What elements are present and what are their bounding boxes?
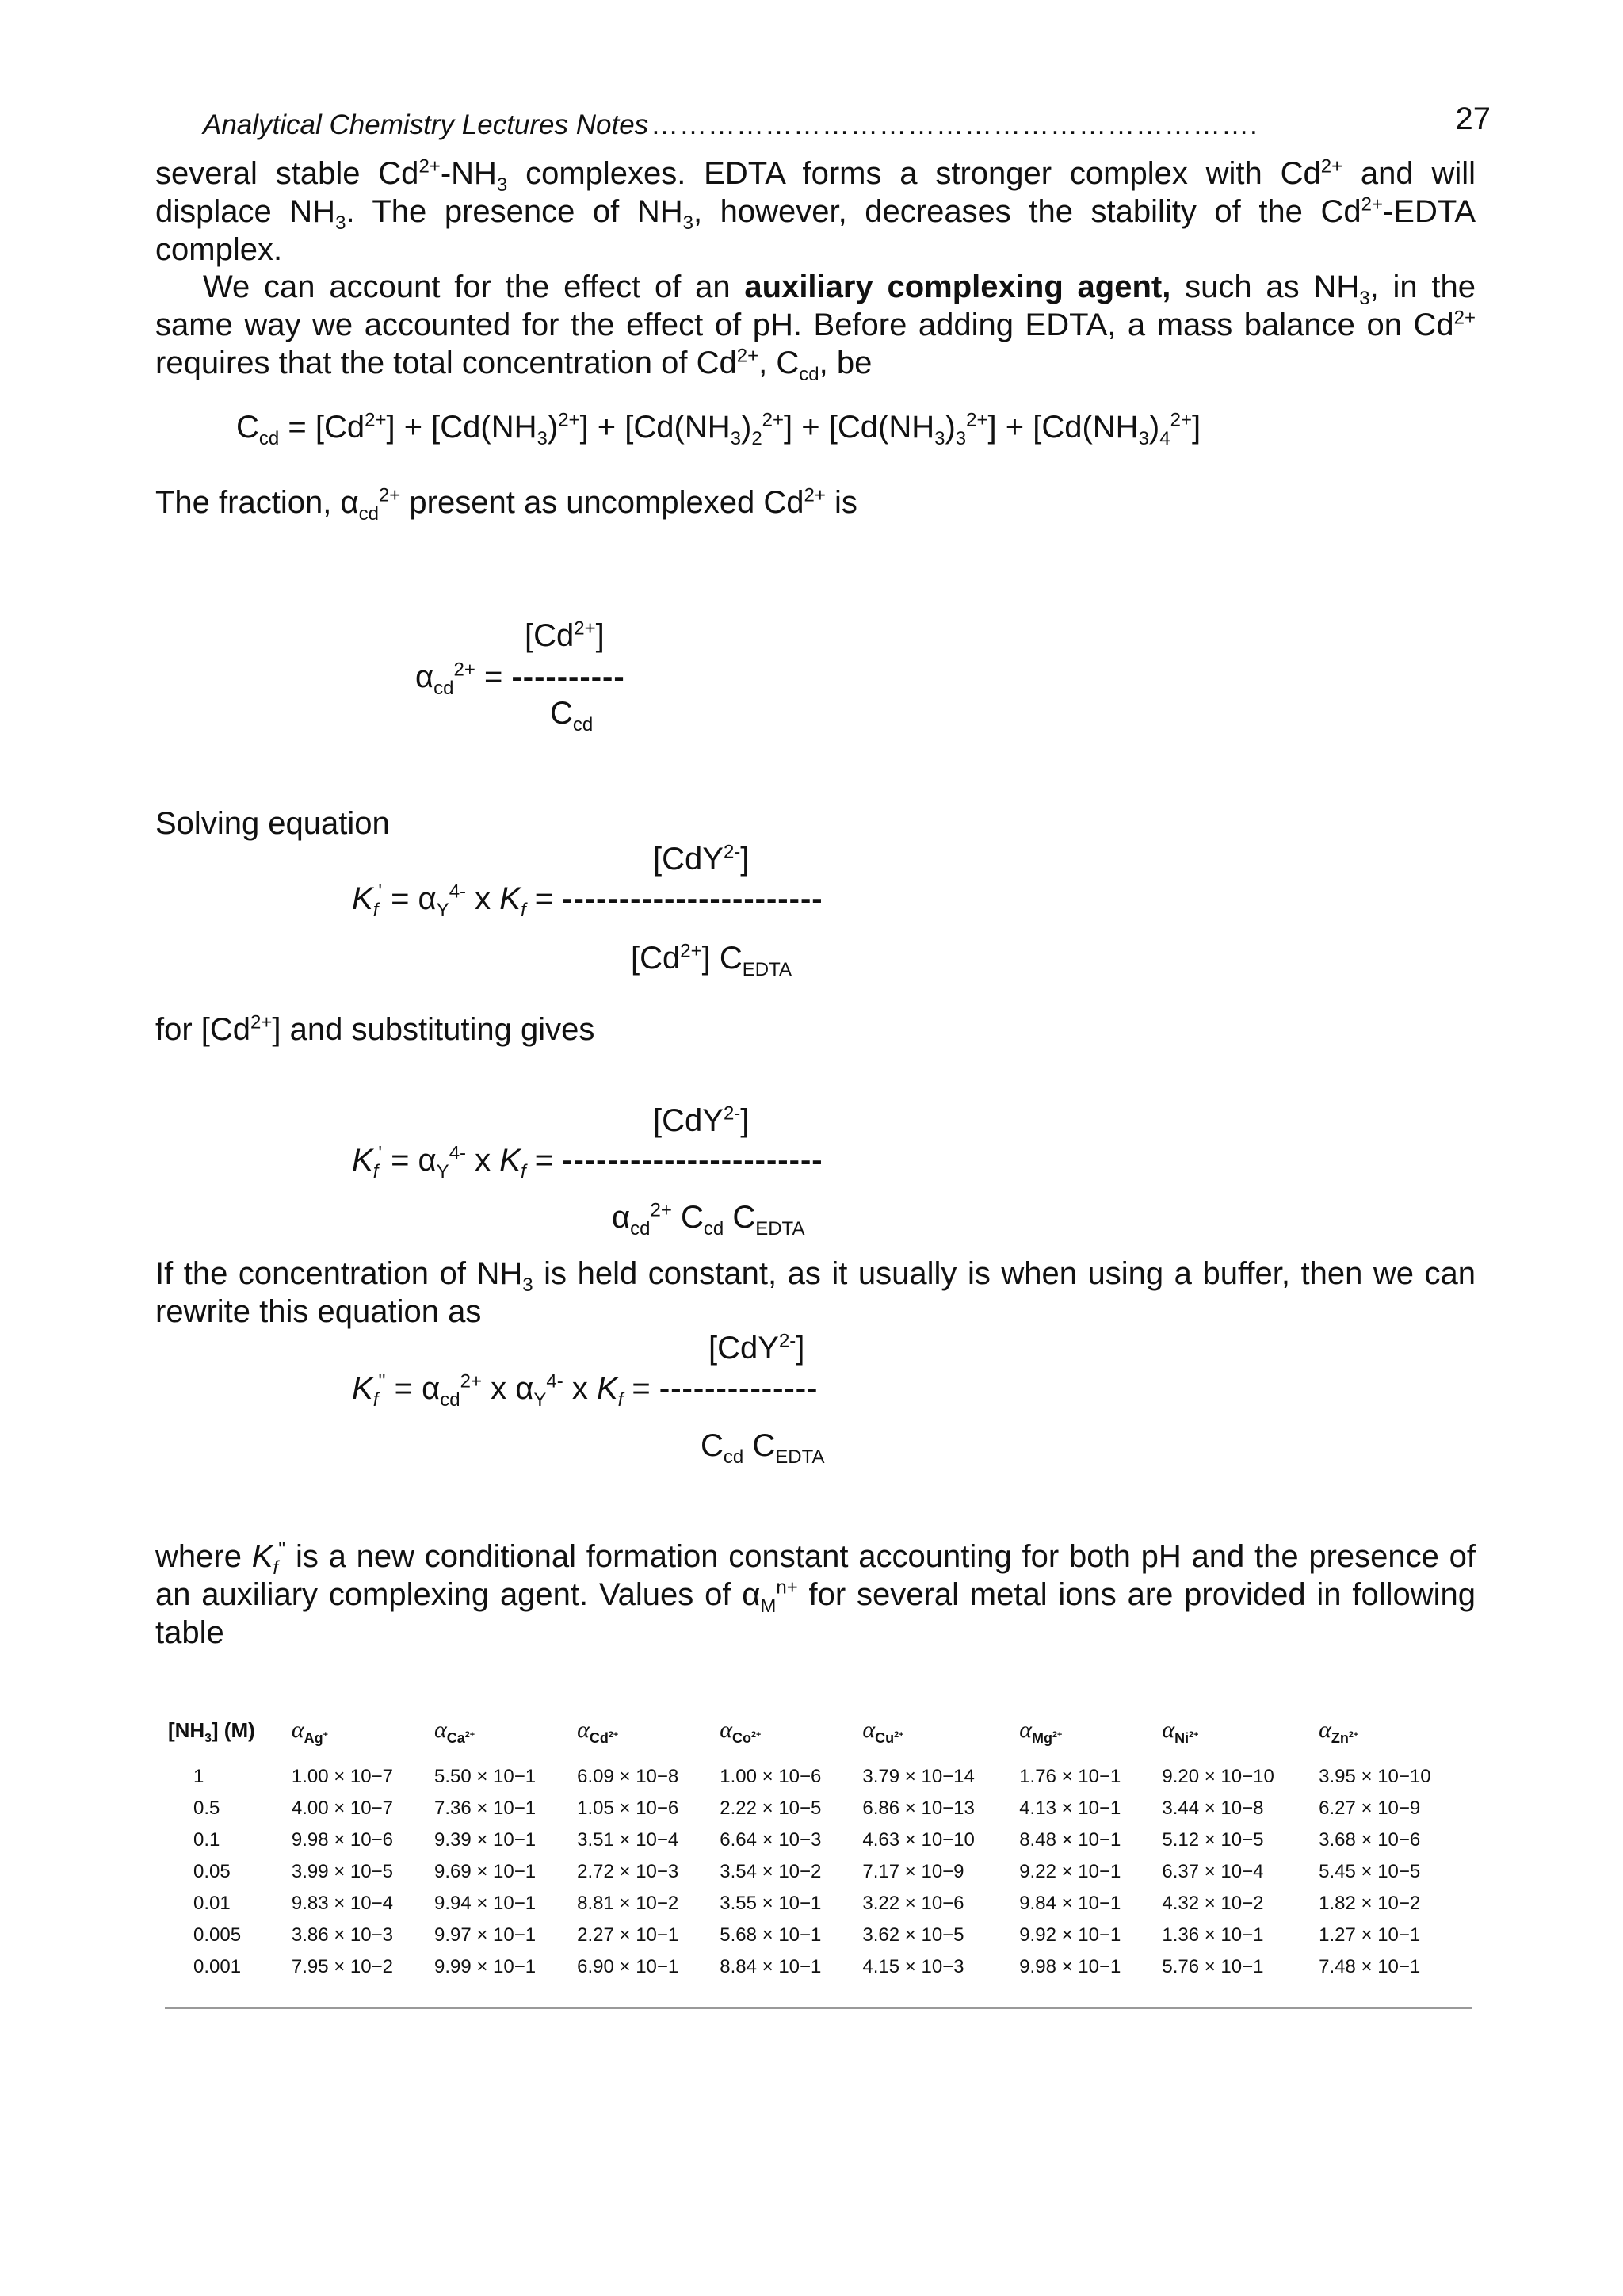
table-body	[165, 1761, 1472, 1983]
cell-alpha-value: 6.37 × 10−4	[1162, 1861, 1264, 1882]
page-number: 27	[1455, 101, 1491, 136]
cell-alpha-value: 1.00 × 10−6	[720, 1766, 822, 1787]
column-header-co: $\alpha_{Co^{2+}}$	[720, 1717, 762, 1746]
header-dot-leader: ……………………………………………………….	[651, 109, 1258, 140]
cell-nh3-concentration: 0.05	[193, 1861, 231, 1882]
cell-alpha-value: 1.27 × 10−1	[1319, 1924, 1421, 1946]
cell-alpha-value: 9.94 × 10−1	[433, 1893, 537, 1914]
cell-alpha-value: 4.15 × 10−3	[862, 1956, 964, 1977]
cell-nh3-concentration: 0.001	[193, 1956, 242, 1977]
cell-alpha-value: 3.86 × 10−3	[291, 1924, 393, 1946]
cell-alpha-value: 5.45 × 10−5	[1319, 1861, 1421, 1882]
cell-alpha-value: 9.92 × 10−1	[1019, 1924, 1121, 1946]
cell-alpha-value: 3.79 × 10−14	[862, 1766, 975, 1787]
paragraph-substituting: for $[Cd^{2+}]$ and substituting gives	[155, 1011, 595, 1047]
cell-alpha-value: 5.50 × 10−1	[433, 1766, 537, 1787]
cell-nh3-concentration: 0.005	[193, 1924, 242, 1946]
cell-alpha-value: 5.76 × 10−1	[1162, 1956, 1264, 1977]
cell-alpha-value: 7.36 × 10−1	[433, 1797, 537, 1819]
cell-alpha-value: 4.13 × 10−1	[1019, 1797, 1121, 1819]
cell-alpha-value: 9.22 × 10−1	[1019, 1861, 1121, 1882]
cell-alpha-value: 1.00 × 10−7	[291, 1766, 393, 1787]
cell-alpha-value: 8.84 × 10−1	[720, 1956, 822, 1977]
cell-alpha-value: 8.48 × 10−1	[1019, 1829, 1121, 1851]
alpha-values-table	[165, 1712, 1472, 1983]
table-bottom-rule	[165, 2007, 1472, 2009]
term-auxiliary-complexing-agent: auxiliary complexing agent,	[744, 269, 1171, 304]
equation-kf2-denominator: $\alpha_{cd}^{2+}$ $C_{cd}$ $C_{EDTA}$	[612, 1199, 805, 1240]
equation-kf1-line: $K_f' = \alpha_Y^{4-}$ x $K_f$ = -----------------------	[352, 881, 823, 921]
cell-alpha-value: 2.22 × 10−5	[720, 1797, 822, 1819]
column-header-zn: $\alpha_{Zn^{2+}}$	[1319, 1717, 1359, 1746]
paragraph-solving: Solving equation	[155, 806, 390, 841]
cell-alpha-value: 3.95 × 10−10	[1319, 1766, 1431, 1787]
cell-alpha-value: 3.68 × 10−6	[1319, 1829, 1421, 1851]
cell-alpha-value: 7.17 × 10−9	[862, 1861, 964, 1882]
cell-nh3-concentration: 0.5	[193, 1797, 220, 1819]
equation-kf2-line: $K_f' = \alpha_Y^{4-}$ x $K_f$ = -----------------------	[352, 1142, 823, 1182]
table-row	[165, 1793, 1472, 1824]
paragraph-intro: several stable $Cd^{2+}-NH_3$ complexes. EDTA forms a stronger complex with $Cd^{2+}$ and will displace $NH_3$. The presence of $NH_3$, however, decreases the stability of the $Cd^{2+}$-EDTA complex.	[155, 155, 1476, 267]
running-header	[203, 101, 1491, 149]
cell-nh3-concentration: 1	[193, 1766, 204, 1787]
cell-alpha-value: 7.95 × 10−2	[291, 1956, 393, 1977]
table-row	[165, 1761, 1472, 1793]
equation-alpha-numerator: $[Cd^{2+}]$	[525, 617, 605, 653]
cell-alpha-value: 3.44 × 10−8	[1162, 1797, 1264, 1819]
cell-alpha-value: 1.36 × 10−1	[1162, 1924, 1264, 1946]
cell-alpha-value: 4.00 × 10−7	[291, 1797, 393, 1819]
table-row	[165, 1951, 1472, 1983]
cell-alpha-value: 3.22 × 10−6	[862, 1893, 964, 1914]
cell-alpha-value: 5.12 × 10−5	[1162, 1829, 1264, 1851]
table-row	[165, 1856, 1472, 1888]
cell-alpha-value: 9.20 × 10−10	[1162, 1766, 1274, 1787]
table-row	[165, 1824, 1472, 1856]
header-title: Analytical Chemistry Lectures Notes	[203, 109, 649, 140]
equation-kf3-denominator: $C_{cd}$ $C_{EDTA}$	[701, 1428, 825, 1468]
paragraph-auxiliary-agent: We can account for the effect of an auxiliary complexing agent, such as $NH_3$, in the same way we accounted for the effect of pH. Before adding EDTA, a mass balance on $Cd^{2+}$ requires that the total concentration of $Cd^{2+}$, $C_{cd}$, be	[155, 269, 1476, 385]
cell-alpha-value: 2.72 × 10−3	[577, 1861, 679, 1882]
cell-alpha-value: 3.55 × 10−1	[720, 1893, 822, 1914]
cell-alpha-value: 6.90 × 10−1	[577, 1956, 679, 1977]
cell-alpha-value: 3.54 × 10−2	[720, 1861, 822, 1882]
cell-alpha-value: 3.99 × 10−5	[291, 1861, 393, 1882]
cell-alpha-value: 3.51 × 10−4	[577, 1829, 679, 1851]
cell-alpha-value: 9.69 × 10−1	[433, 1861, 537, 1882]
cell-alpha-value: 1.82 × 10−2	[1319, 1893, 1421, 1914]
equation-kf1-denominator: $[Cd^{2+}]$ $C_{EDTA}$	[631, 940, 792, 980]
cell-alpha-value: 3.62 × 10−5	[862, 1924, 964, 1946]
cell-alpha-value: 1.76 × 10−1	[1019, 1766, 1121, 1787]
table-row	[165, 1920, 1472, 1951]
table-header-row	[165, 1712, 1472, 1761]
equation-mass-balance: $C_{cd} = [Cd^{2+}] + [Cd(NH_3)^{2+}] + [Cd(NH_3)_2^{2+}] + [Cd(NH_3)_3^{2+}] + [Cd(NH_3)_4^{2+}]$	[236, 409, 1201, 449]
cell-alpha-value: 9.39 × 10−1	[433, 1829, 537, 1851]
paragraph-constant-nh3: If the concentration of $NH_3$ is held constant, as it usually is when using a buffer, then we can rewrite this equation as	[155, 1256, 1476, 1329]
cell-alpha-value: 9.98 × 10−1	[1019, 1956, 1121, 1977]
cell-alpha-value: 4.32 × 10−2	[1162, 1893, 1264, 1914]
equation-alpha-denominator: $C_{cd}$	[550, 696, 594, 735]
cell-alpha-value: 6.27 × 10−9	[1319, 1797, 1421, 1819]
cell-alpha-value: 4.63 × 10−10	[862, 1829, 975, 1851]
cell-alpha-value: 6.09 × 10−8	[577, 1766, 679, 1787]
column-header-ca: $\alpha_{Ca^{2+}}$	[433, 1717, 475, 1746]
equation-alpha-line: $\alpha_{cd}^{2+}$ = ----------	[415, 659, 625, 699]
cell-alpha-value: 6.64 × 10−3	[720, 1829, 822, 1851]
cell-alpha-value: 5.68 × 10−1	[720, 1924, 822, 1946]
cell-nh3-concentration: 0.01	[193, 1893, 231, 1914]
cell-nh3-concentration: 0.1	[193, 1829, 220, 1851]
column-header-cu: $\alpha_{Cu^{2+}}$	[862, 1717, 904, 1746]
paragraph-conditional-constant: where $K_f''$ is a new conditional formation constant accounting for both pH and the presence of an auxiliary complexing agent. Values of $\alpha_M^{n+}$ for several metal ions are provided in following table	[155, 1538, 1476, 1650]
cell-alpha-value: 9.98 × 10−6	[291, 1829, 393, 1851]
cell-alpha-value: 9.84 × 10−1	[1019, 1893, 1121, 1914]
column-header-nh3: $[NH_3]$ (M)	[168, 1717, 255, 1745]
table-row	[165, 1888, 1472, 1920]
column-header-mg: $\alpha_{Mg^{2+}}$	[1019, 1717, 1063, 1746]
column-header-ag: $\alpha_{Ag^+}$	[291, 1717, 328, 1746]
cell-alpha-value: 2.27 × 10−1	[577, 1924, 679, 1946]
cell-alpha-value: 6.86 × 10−13	[862, 1797, 975, 1819]
cell-alpha-value: 8.81 × 10−2	[577, 1893, 679, 1914]
cell-alpha-value: 9.99 × 10−1	[433, 1956, 537, 1977]
equation-kf2-numerator: [CdY$^{2-}$]	[653, 1102, 750, 1138]
column-header-ni: $\alpha_{Ni^{2+}}$	[1162, 1717, 1199, 1746]
equation-kf1-numerator: [CdY$^{2-}$]	[653, 841, 750, 877]
cell-alpha-value: 1.05 × 10−6	[577, 1797, 679, 1819]
column-header-cd: $\alpha_{Cd^{2+}}$	[577, 1717, 619, 1746]
equation-kf3-numerator: [CdY$^{2-}$]	[708, 1330, 805, 1366]
cell-alpha-value: 7.48 × 10−1	[1319, 1956, 1421, 1977]
equation-kf3-line: $K_f'' = \alpha_{cd}^{2+}$ x $\alpha_Y^{4-}$ x $K_f$ = --------------	[352, 1370, 819, 1411]
cell-alpha-value: 9.97 × 10−1	[433, 1924, 537, 1946]
cell-alpha-value: 9.83 × 10−4	[291, 1893, 393, 1914]
paragraph-fraction: The fraction, $\alpha_{cd}^{2+}$ present as uncomplexed $Cd^{2+}$ is	[155, 484, 857, 525]
